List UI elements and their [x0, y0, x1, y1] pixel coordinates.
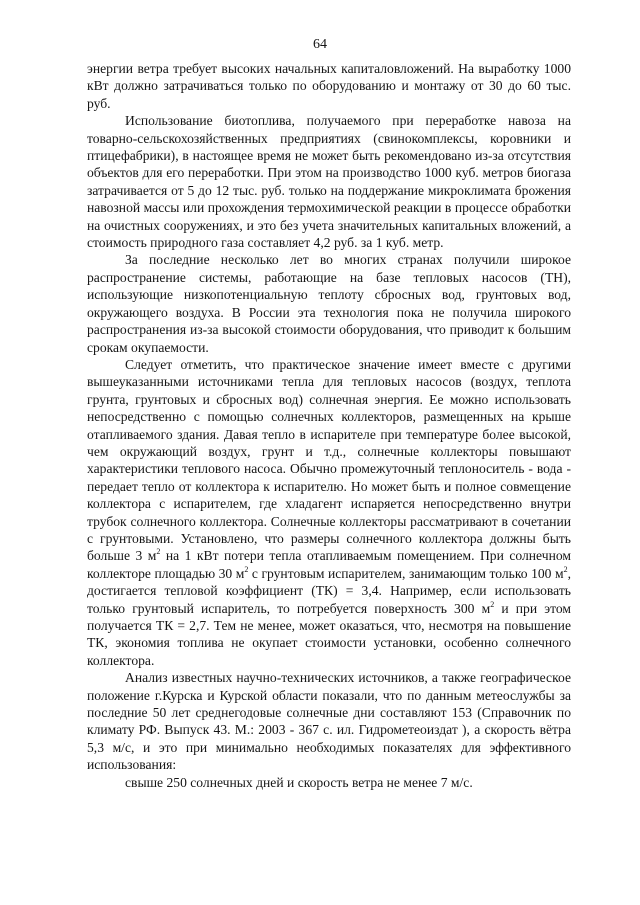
paragraph-heat-pumps: За последние несколько лет во многих странах получили широкое распространение системы, работающие на базе тепловых насосов (ТН), использующие низкопотенциальную теплоту сбросных вод, грунтовых вод, окружающего воздуха. В России эта технология пока не получила широкого распространения из-за высокой стоимости оборудования, что приводит к большим срокам окупаемости.	[87, 252, 571, 355]
page-number: 64	[313, 37, 327, 52]
paragraph-kursk-analysis: Анализ известных научно-технических источников, а также географическое положение г.Курска и Курской области показали, что по данным метеослужбы за последние 50 лет среднегодовые солнечные дни составляют 153 (Справочник по климату РФ. Выпуск 43. М.: 2003 - 367 с. ил. Гидрометеоиздат ), а скорость вётра 5,3 м/с, и это при минимально необходимых показателях для эффективного использования:	[87, 670, 571, 773]
paragraph-biofuel: Использование биотоплива, получаемого при переработке навоза на товарно-сельскохозяйственных предприятиях (свинокомплексы, коровники и птицефабрики), в настоящее время не может быть рекомендовано из-за отсутствия объектов для его переработки. При этом на производство 1000 куб. метров биогаза затрачивается от 5 до 12 тыс. руб. только на поддержание микроклимата брожения навозной массы или прохождения термохимической реакции в процессе обработки на очистных сооружениях, и это без учета значительных капитальных вложений, а стоимость природного газа составляет 4,2 руб. за 1 куб. метр.	[87, 113, 571, 251]
paragraph-text-segment: на 1 кВт потери тепла отапливаемым помещением. При солнечном коллекторе площадью 30 м	[87, 548, 571, 581]
superscript-2: 2	[156, 547, 161, 557]
paragraph-text-segment: и при этом получается ТК = 2,7. Тем не менее, может оказаться, что, несмотря на повышение ТК, экономия топлива не окупает стоимости установки, особенно солнечного коллектора.	[87, 600, 571, 668]
page-body	[87, 60, 571, 791]
superscript-2: 2	[563, 564, 568, 574]
paragraph-text-segment: , достигается тепловой коэффициент (ТК) = 3,4. Например, если использовать только грунтовый испаритель, то потребуется поверхность 300 м	[87, 565, 572, 616]
superscript-2: 2	[244, 564, 249, 574]
paragraph-solar-energy	[87, 356, 571, 669]
paragraph-text-segment: Следует отметить, что практическое значение имеет вместе с другими вышеуказанными источниками тепла для тепловых насосов (воздух, теплота грунта, грунтовых и сбросных вод) солнечная энергия. Ее можно использовать непосредственно с помощью солнечных коллекторов, размещенных на крыше отапливаемого здания. Давая тепло в испарителе при температуре более высокой, чем окружающий воздух, грунт и т.д., солнечные коллекторы повышают характеристики теплового насоса. Обычно промежуточный теплоноситель - вода - передает тепло от коллектора к испарителю. Но может быть и полное совмещение коллектора с испарителем, где хладагент испаряется непосредственно внутри трубок солнечного коллектора. Солнечные коллекторы рассматривают в сочетании с грунтовыми. Установлено, что размеры солнечного коллектора должны быть больше 3 м	[87, 356, 571, 564]
superscript-2: 2	[490, 599, 495, 609]
paragraph-text-segment: с грунтовым испарителем, занимающим только 100 м	[248, 565, 564, 581]
paragraph-requirements: свыше 250 солнечных дней и скорость ветра не менее 7 м/с.	[125, 774, 473, 790]
paragraph-wind-energy-cost: энергии ветра требует высоких начальных капиталовложений. На выработку 1000 кВт должно затрачиваться только по оборудованию и монтажу от 30 до 60 тыс. руб.	[87, 61, 571, 111]
